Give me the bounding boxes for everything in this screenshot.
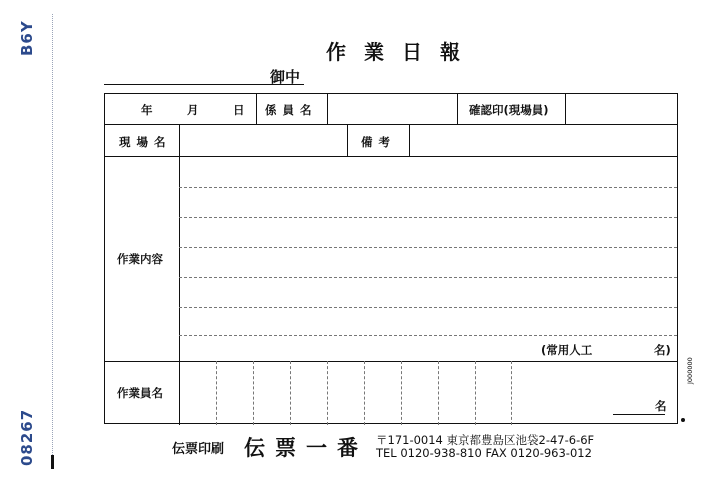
work-content-label: 作業内容 (117, 252, 163, 266)
form-code-top: B6Y (18, 20, 36, 56)
row-divider (105, 361, 677, 362)
printer-brand: 伝票印刷 (172, 442, 225, 457)
form-code-bottom: 08267 (18, 408, 36, 466)
regular-labor-label: (常用人工 (541, 343, 593, 357)
worker-slot-divider (216, 361, 217, 425)
edge-mark (51, 455, 54, 469)
worker-names-label: 作業員名 (117, 386, 163, 400)
row-divider (105, 156, 677, 157)
perforation-line (52, 14, 53, 465)
worker-slot-divider (475, 361, 476, 425)
col-divider (179, 124, 180, 156)
col-divider (347, 124, 348, 156)
worker-slot-divider (253, 361, 254, 425)
work-line (179, 277, 677, 278)
year-label: 年 (141, 103, 153, 117)
col-divider (327, 94, 328, 124)
row-divider (105, 124, 677, 125)
regular-labor-suffix: 名) (654, 343, 671, 357)
daily-report-form (104, 93, 678, 424)
addressee-line[interactable] (104, 84, 304, 85)
work-line (179, 247, 677, 248)
work-line (179, 187, 677, 188)
work-line (179, 335, 677, 336)
month-label: 月 (187, 103, 199, 117)
serial-code: J000000 (686, 357, 694, 384)
worker-slot-divider (511, 361, 512, 425)
serial-dot (681, 418, 685, 422)
remarks-label: 備考 (361, 135, 396, 149)
col-divider (457, 94, 458, 124)
worker-slot-divider (401, 361, 402, 425)
company-phone: TEL 0120-938-810 FAX 0120-963-012 (376, 446, 592, 460)
col-divider (409, 124, 410, 156)
staff-label: 係員名 (265, 103, 318, 117)
product-name: 伝票一番 (244, 436, 368, 460)
col-divider (565, 94, 566, 124)
worker-count-suffix: 名 (655, 399, 667, 413)
worker-slot-divider (364, 361, 365, 425)
day-label: 日 (233, 103, 245, 117)
company-address: 〒171-0014 東京都豊島区池袋2-47-6-6F (376, 433, 595, 447)
confirm-stamp-label: 確認印(現場員) (469, 103, 549, 117)
page-title: 作業日報 (326, 40, 478, 64)
work-line (179, 217, 677, 218)
addressee-suffix: 御中 (270, 68, 301, 86)
worker-count-line (613, 414, 665, 415)
site-name-label: 現場名 (119, 135, 172, 149)
col-divider (179, 361, 180, 425)
worker-slot-divider (327, 361, 328, 425)
worker-slot-divider (290, 361, 291, 425)
col-divider (256, 94, 257, 124)
worker-slot-divider (438, 361, 439, 425)
work-line (179, 307, 677, 308)
